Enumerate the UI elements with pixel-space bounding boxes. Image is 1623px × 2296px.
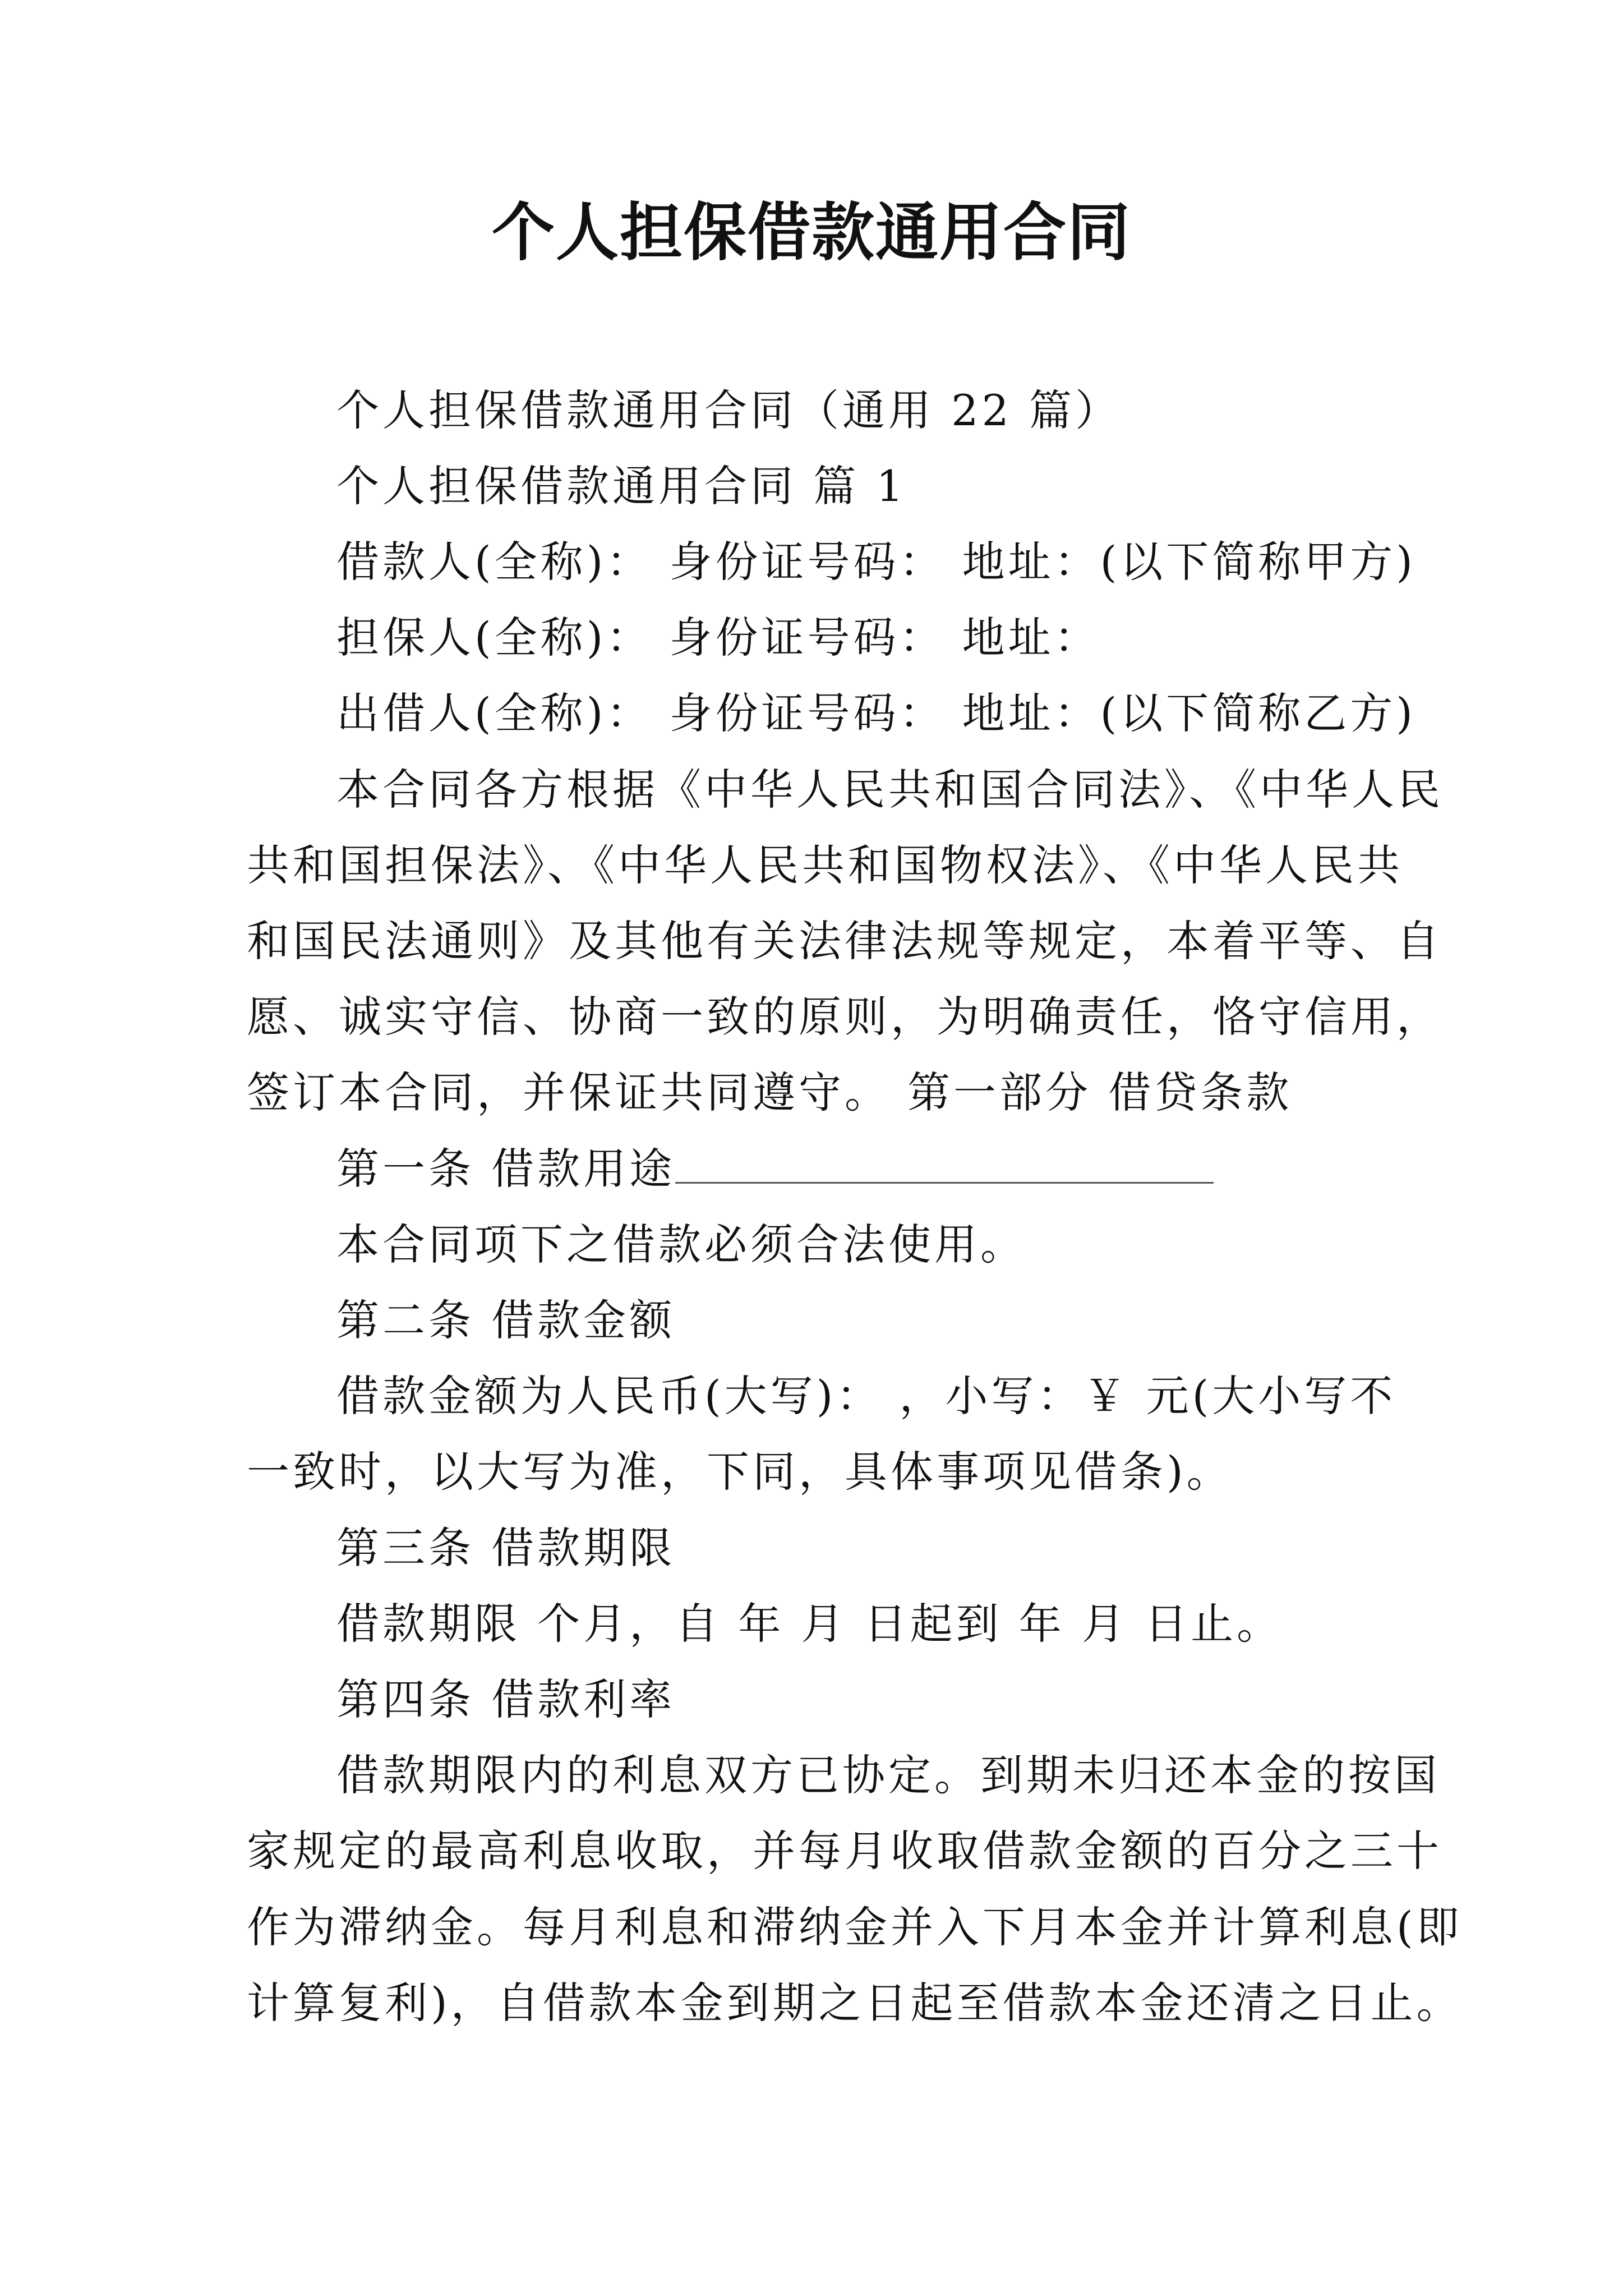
party-lender: 出借人(全称)： 身份证号码： 地址：(以下简称乙方) xyxy=(336,688,1416,738)
preamble-line: 共和国担保法》、《中华人民共和国物权法》、《中华人民共 xyxy=(247,840,1403,890)
fill-in-blank xyxy=(675,1143,1214,1184)
article3-heading: 第三条 借款期限 xyxy=(336,1523,676,1573)
document-title: 个人担保借款通用合同 xyxy=(492,196,1131,269)
article4-heading: 第四条 借款利率 xyxy=(336,1674,676,1724)
article4-body-line: 作为滞纳金。每月利息和滞纳金并入下月本金并计算利息(即 xyxy=(247,1902,1463,1952)
preamble-line: 愿、诚实守信、协商一致的原则，为明确责任，恪守信用， xyxy=(247,992,1442,1042)
article1-heading-row xyxy=(336,1141,1214,1197)
article2-body-line: 一致时，以大写为准，下同，具体事项见借条)。 xyxy=(247,1447,1233,1497)
party-guarantor: 担保人(全称)： 身份证号码： 地址： xyxy=(336,613,1100,662)
article1-heading: 第一条 借款用途 xyxy=(336,1144,676,1194)
article4-body-line: 借款期限内的利息双方已协定。到期未归还本金的按国 xyxy=(336,1750,1440,1800)
article4-body-line: 家规定的最高利息收取，并每月收取借款金额的百分之三十 xyxy=(247,1826,1442,1876)
article3-body: 借款期限 个月，自 年 月 日起到 年 月 日止。 xyxy=(336,1599,1283,1649)
article1-body: 本合同项下之借款必须合法使用。 xyxy=(336,1220,1026,1269)
preamble-line: 本合同各方根据《中华人民共和国合同法》、《中华人民 xyxy=(336,765,1444,815)
document-subtitle: 个人担保借款通用合同（通用 22 篇） xyxy=(336,385,1122,435)
section-heading: 个人担保借款通用合同 篇 1 xyxy=(336,461,907,511)
article2-body-line: 借款金额为人民币(大写)： ，小写：￥ 元(大小写不 xyxy=(336,1371,1396,1421)
preamble-line: 签订本合同，并保证共同遵守。 第一部分 借贷条款 xyxy=(247,1068,1293,1117)
article4-body-line: 计算复利)，自借款本金到期之日起至借款本金还清之日止。 xyxy=(247,1978,1463,2028)
preamble-line: 和国民法通则》及其他有关法律法规等规定，本着平等、自 xyxy=(247,916,1442,966)
party-borrower: 借款人(全称)： 身份证号码： 地址：(以下简称甲方) xyxy=(336,537,1416,587)
article2-heading: 第二条 借款金额 xyxy=(336,1295,676,1345)
